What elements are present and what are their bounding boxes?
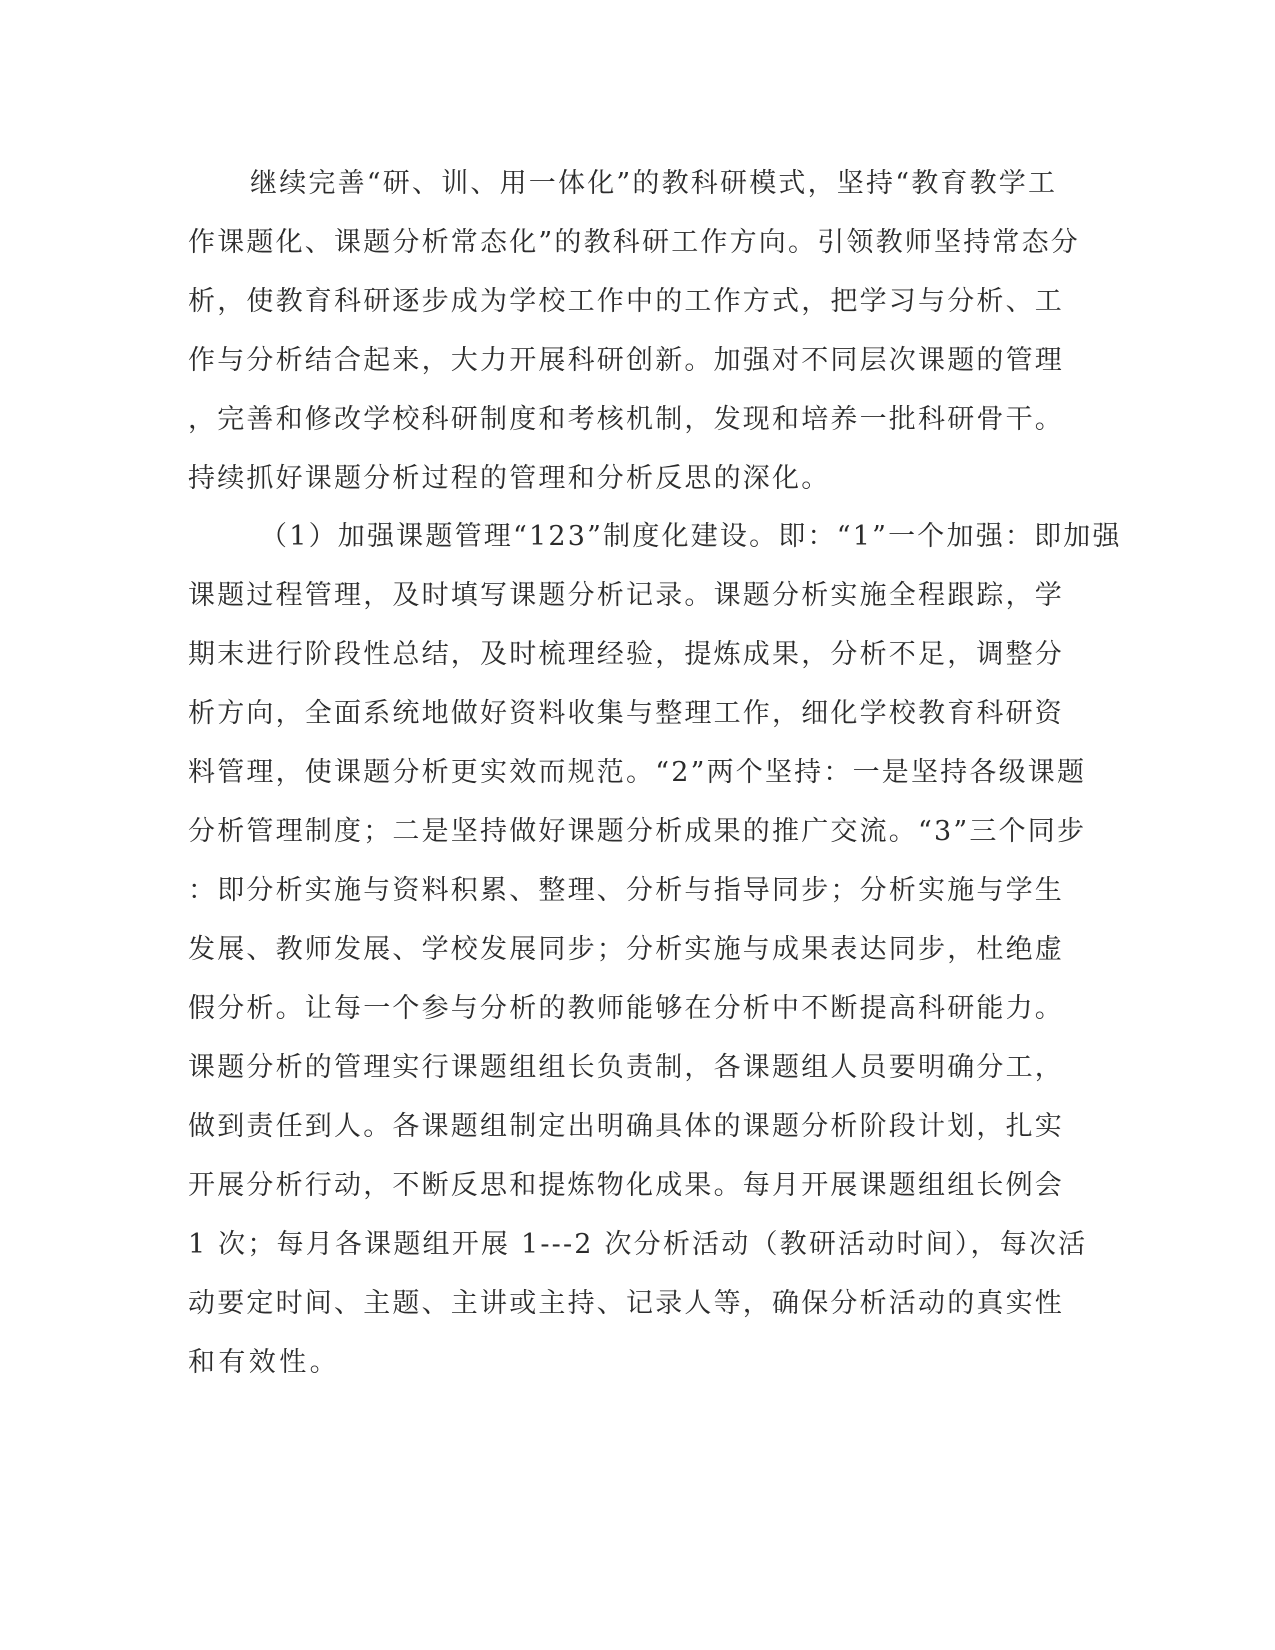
paragraph-line: 1 次；每月各课题组开展 1---2 次分析活动（教研活动时间），每次活 bbox=[188, 1229, 1088, 1260]
paragraph-line: 期末进行阶段性总结，及时梳理经验，提炼成果，分析不足，调整分 bbox=[188, 639, 1064, 670]
paragraph-line: 动要定时间、主题、主讲或主持、记录人等，确保分析活动的真实性 bbox=[188, 1288, 1064, 1319]
paragraph-line: 开展分析行动，不断反思和提炼物化成果。每月开展课题组组长例会 bbox=[188, 1170, 1064, 1201]
paragraph-line: 发展、教师发展、学校发展同步；分析实施与成果表达同步，杜绝虚 bbox=[188, 934, 1064, 965]
paragraph-line: 料管理，使课题分析更实效而规范。“2”两个坚持：一是坚持各级课题 bbox=[188, 757, 1087, 788]
paragraph-line: ，完善和修改学校科研制度和考核机制，发现和培养一批科研骨干。 bbox=[188, 404, 1064, 435]
paragraph-line: 分析管理制度；二是坚持做好课题分析成果的推广交流。“3”三个同步 bbox=[188, 816, 1087, 847]
paragraph-line: 假分析。让每一个参与分析的教师能够在分析中不断提高科研能力。 bbox=[188, 993, 1064, 1024]
paragraph-line: 析，使教育科研逐步成为学校工作中的工作方式，把学习与分析、工 bbox=[188, 286, 1064, 317]
paragraph-line: ：即分析实施与资料积累、整理、分析与指导同步；分析实施与学生 bbox=[188, 875, 1064, 906]
paragraph-line: 课题过程管理，及时填写课题分析记录。课题分析实施全程跟踪，学 bbox=[188, 580, 1064, 611]
paragraph-line: 作课题化、课题分析常态化”的教科研工作方向。引领教师坚持常态分 bbox=[188, 227, 1081, 258]
paragraph-line: 课题分析的管理实行课题组组长负责制，各课题组人员要明确分工， bbox=[188, 1052, 1064, 1083]
paragraph-line: 持续抓好课题分析过程的管理和分析反思的深化。 bbox=[188, 463, 831, 494]
paragraph-line: 做到责任到人。各课题组制定出明确具体的课题分析阶段计划，扎实 bbox=[188, 1111, 1064, 1142]
paragraph-line: 作与分析结合起来，大力开展科研创新。加强对不同层次课题的管理 bbox=[188, 345, 1064, 376]
paragraph-line: 和有效性。 bbox=[188, 1347, 340, 1378]
paragraph-line: 析方向，全面系统地做好资料收集与整理工作，细化学校教育科研资 bbox=[188, 698, 1064, 729]
paragraph-line: （1）加强课题管理“123”制度化建设。即：“1”一个加强：即加强 bbox=[260, 521, 1122, 552]
paragraph-line: 继续完善“研、训、用一体化”的教科研模式，坚持“教育教学工 bbox=[250, 168, 1058, 199]
